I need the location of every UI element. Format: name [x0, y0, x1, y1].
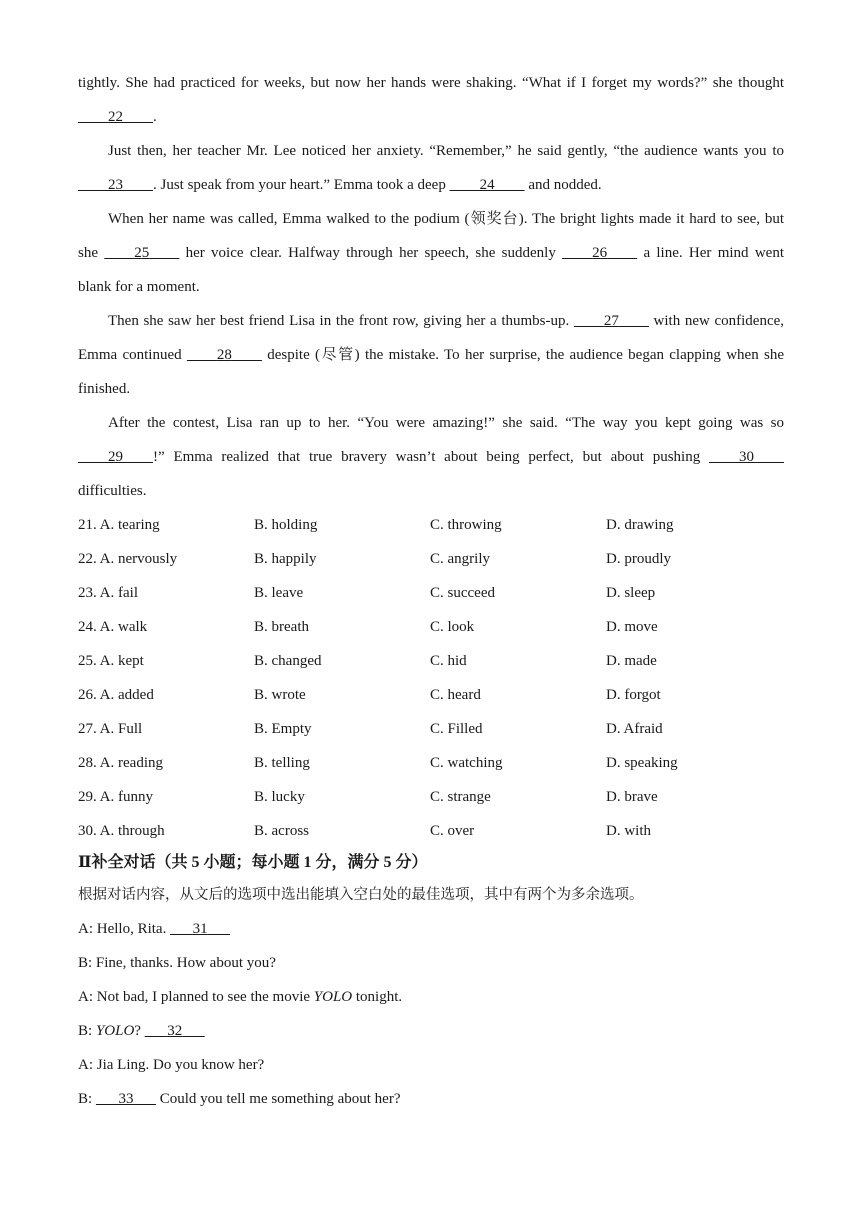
- option-d: D. forgot: [606, 687, 661, 703]
- option-a: 23. A. fail: [78, 585, 138, 601]
- option-b: B. leave: [254, 585, 304, 601]
- option-row: [78, 684, 784, 706]
- blank-30: 30: [739, 449, 754, 465]
- blank-26: 26: [592, 245, 608, 261]
- option-c: C. throwing: [430, 517, 502, 533]
- passage-line: 23 . Just speak from your heart.” Emma took a deep 24 and nodded.: [78, 174, 784, 196]
- blank-32: 32: [167, 1023, 183, 1039]
- option-row: [78, 786, 784, 808]
- option-c: C. succeed: [430, 585, 495, 601]
- option-c: C. heard: [430, 687, 481, 703]
- option-row: [78, 752, 784, 774]
- option-d: D. with: [606, 823, 651, 839]
- option-b: B. wrote: [254, 687, 306, 703]
- option-a: 24. A. walk: [78, 619, 148, 635]
- option-c: C. watching: [430, 755, 503, 771]
- option-c: C. angrily: [430, 551, 490, 567]
- blank-22: 22: [108, 109, 123, 125]
- option-d: D. move: [606, 619, 658, 635]
- option-d: D. drawing: [606, 517, 674, 533]
- option-a: 29. A. funny: [78, 789, 153, 805]
- passage-line: difficulties.: [78, 483, 147, 499]
- option-row: [78, 582, 784, 604]
- option-c: C. strange: [430, 789, 491, 805]
- option-b: B. breath: [254, 619, 309, 635]
- passage-line: finished.: [78, 381, 131, 397]
- option-c: C. Filled: [430, 721, 483, 737]
- option-d: D. made: [606, 653, 657, 669]
- section-instruction: 根据对话内容，从文后的选项中选出能填入空白处的最佳选项，其中有两个为多余选项。: [78, 887, 644, 903]
- section-heading: Ⅱ补全对话（共 5 小题；每小题 1 分，满分 5 分）: [78, 854, 428, 871]
- passage-line: blank for a moment.: [78, 279, 200, 295]
- blank-27: 27: [603, 313, 619, 329]
- dialogue-line: B: 33 Could you tell me something about her?: [78, 1091, 401, 1107]
- dialogue-line: A: Jia Ling. Do you know her?: [78, 1057, 265, 1073]
- option-b: B. happily: [254, 551, 317, 567]
- blank-33: 33: [118, 1091, 134, 1107]
- option-c: C. over: [430, 823, 475, 839]
- option-a: 21. A. tearing: [78, 517, 160, 533]
- passage-line: [78, 208, 784, 230]
- option-row: [78, 514, 784, 536]
- passage-line: Then she saw her best friend Lisa in the front row, giving her a thumbs-up. 27 with new confidence,: [108, 313, 785, 329]
- passage-line: Emma continued 28 despite (尽管) the mistake. To her surprise, the audience began clapping when she: [78, 347, 785, 363]
- option-a: 25. A. kept: [78, 653, 144, 669]
- option-a: 27. A. Full: [78, 721, 143, 737]
- blank-25: 25: [134, 245, 150, 261]
- option-b: B. across: [254, 823, 309, 839]
- passage-text: tightly. She had practiced for weeks, but now her hands were shaking. “What if I forget my words?” she thought: [78, 75, 784, 91]
- dialogue-line: A: Hello, Rita. 31: [78, 918, 784, 940]
- option-a: 22. A. nervously: [78, 551, 178, 567]
- option-c: C. look: [430, 619, 475, 635]
- option-a: 28. A. reading: [78, 755, 163, 771]
- passage-line: she 25 her voice clear. Halfway through her speech, she suddenly 26 a line. Her mind went: [78, 245, 784, 261]
- option-b: B. lucky: [254, 789, 305, 805]
- passage-text: After the contest, Lisa ran up to her. “You were amazing!” she said. “The way you kept going was so: [108, 415, 784, 431]
- option-d: D. speaking: [606, 755, 678, 771]
- passage-text: Just then, her teacher Mr. Lee noticed her anxiety. “Remember,” he said gently, “the audience wants you to: [108, 143, 784, 159]
- passage-line: [78, 72, 784, 94]
- blank-28: 28: [216, 347, 232, 363]
- option-row: [78, 548, 784, 570]
- option-row: [78, 616, 784, 638]
- blank-31: 31: [192, 921, 208, 937]
- blank-29: 29: [108, 449, 123, 465]
- option-b: B. changed: [254, 653, 322, 669]
- dialogue-line: B: Fine, thanks. How about you?: [78, 955, 276, 971]
- blank-24: 24: [479, 177, 495, 193]
- passage-line: [78, 412, 784, 434]
- passage-text: When her name was called, Emma walked to the podium (领奖台). The bright lights made it hard to see, but: [108, 211, 784, 227]
- option-d: D. sleep: [606, 585, 656, 601]
- dialogue-line: A: Not bad, I planned to see the movie YOLO tonight.: [78, 989, 403, 1005]
- option-b: B. Empty: [254, 721, 312, 737]
- option-row: [78, 650, 784, 672]
- option-a: 30. A. through: [78, 823, 165, 839]
- passage-line: [78, 140, 784, 162]
- option-b: B. telling: [254, 755, 310, 771]
- option-d: D. proudly: [606, 551, 671, 567]
- option-row: [78, 820, 784, 842]
- option-d: D. brave: [606, 789, 658, 805]
- option-a: 26. A. added: [78, 687, 154, 703]
- option-b: B. holding: [254, 517, 318, 533]
- option-row: [78, 718, 784, 740]
- passage-line: 29 !” Emma realized that true bravery wasn’t about being perfect, but about pushing 30: [78, 446, 784, 468]
- blank-23: 23: [108, 177, 123, 193]
- option-c: C. hid: [430, 653, 467, 669]
- passage-line: 22 .: [78, 106, 784, 128]
- dialogue-line: B: YOLO? 32: [78, 1020, 784, 1042]
- option-d: D. Afraid: [606, 721, 663, 737]
